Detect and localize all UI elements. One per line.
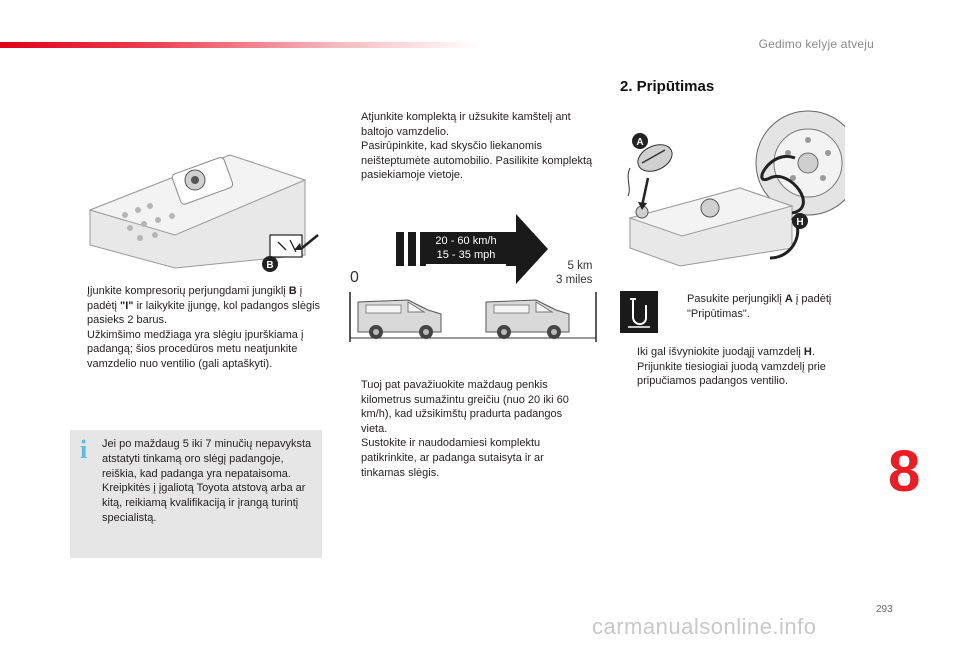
header-section-title: Gedimo kelyje atveju xyxy=(758,37,874,51)
col3-bullets-lower xyxy=(620,345,860,389)
distance-label xyxy=(556,259,592,287)
van-end xyxy=(486,300,569,339)
inflation-illustration xyxy=(620,108,845,278)
col2-bullets-lower xyxy=(344,378,584,480)
page-number: 293 xyxy=(876,604,893,615)
label-h: H xyxy=(796,217,804,228)
col3-bullet-1 xyxy=(670,292,880,321)
col3-bullet-3 xyxy=(620,360,860,389)
info-text: Jei po maždaug 5 iki 7 minučių nepavyksta atstatyti tinkamą oro slėgį padangoje, reiškia, kad padanga yra nepataisoma. Kreipkitės į įgaliotą Toyota atstovą arba ar kitą, reikiamą kvalifikaciją ir įrangą turintį specialistą. xyxy=(102,438,312,524)
watermark: carmanualsonline.info xyxy=(592,614,817,639)
distance-km: 5 km xyxy=(567,260,593,272)
col3-bullet-3-text: Prijunkite tiesiogiai juodą vamzdelį prie pripučiamos padangos ventilio. xyxy=(637,360,826,388)
col3-bullet-2-bold: H xyxy=(803,346,812,358)
col3-bullet-2 xyxy=(620,345,860,360)
inflation-mode-icon xyxy=(620,291,658,333)
col3-bullet-1-lead: Pasukite perjungiklį xyxy=(687,293,785,305)
col1-bullet-1-mid: į padėtį xyxy=(87,285,303,312)
col2-bullet-3 xyxy=(344,436,584,480)
label-b: B xyxy=(266,260,274,271)
col1-bullet-1-bold-i: "I" xyxy=(120,299,134,312)
col2-bullet-1 xyxy=(344,110,602,183)
distance-miles: 3 miles xyxy=(556,274,593,286)
col3-bullet-2-tail: . xyxy=(811,346,815,358)
col2-bullet-1-line1: Atjunkite komplektą ir užsukite kamštelį ant baltojo vamzdelio. xyxy=(361,111,571,138)
col2-bullet-1-line2: Pasirūpinkite, kad skysčio liekanomis neišteptumėte automobilio. Pasilikite komplektą pasiekiamoje vietoje. xyxy=(361,140,593,182)
speed-kmh: 20 - 60 km/h xyxy=(435,235,497,247)
col1-bullet-1-tail: ir laikykite įjungę, kol padangos slėgis pasieks 2 barus. xyxy=(87,299,321,327)
col1-bullet-1-bold-b: B xyxy=(288,285,297,297)
col1-bullets xyxy=(70,284,326,372)
header-red-bar xyxy=(0,42,480,48)
col3-bullet-2-lead: Iki gal išvyniokite juodąjį vamzdelį xyxy=(637,346,804,358)
section-title: 2. Pripūtimas xyxy=(620,78,715,95)
col3-bullet-1-tail: į padėtį "Pripūtimas". xyxy=(687,293,832,320)
label-a: A xyxy=(636,137,644,148)
info-icon: i xyxy=(80,435,88,464)
speed-sign xyxy=(425,232,507,264)
compressor-switch-illustration xyxy=(80,140,325,280)
info-box xyxy=(70,430,322,558)
col1-bullet-1 xyxy=(70,284,326,372)
chapter-number: 8 xyxy=(888,439,921,504)
col2-bullet-3-text: Sustokite ir naudodamiesi komplektu patikrinkite, ar padanga sutaisyta ir ar tinkamas slėgis. xyxy=(361,437,544,479)
col2-bullet-2 xyxy=(344,378,584,436)
col2-bullet-2-text: Tuoj pat pavažiuokite maždaug penkis kilometrus sumažintu greičiu (nuo 20 iki 60 km/h), kad užsikimštų pradurta padangos vieta. xyxy=(361,379,569,435)
col3-bullet-1-bold: A xyxy=(784,293,793,305)
col1-bullet-1-para2: Užkimšimo medžiaga yra slėgiu įpurškiama į padangą; šios procedūros metu neatjunkite vamzdelio nuo ventilio (gali aptaškyti). xyxy=(87,328,304,370)
van-start xyxy=(358,300,441,339)
start-label: 0 xyxy=(350,269,359,286)
speed-mph: 15 - 35 mph xyxy=(436,249,496,261)
col1-bullet-1-lead: Įjunkite kompresorių perjungdami jungiklį xyxy=(87,285,289,297)
